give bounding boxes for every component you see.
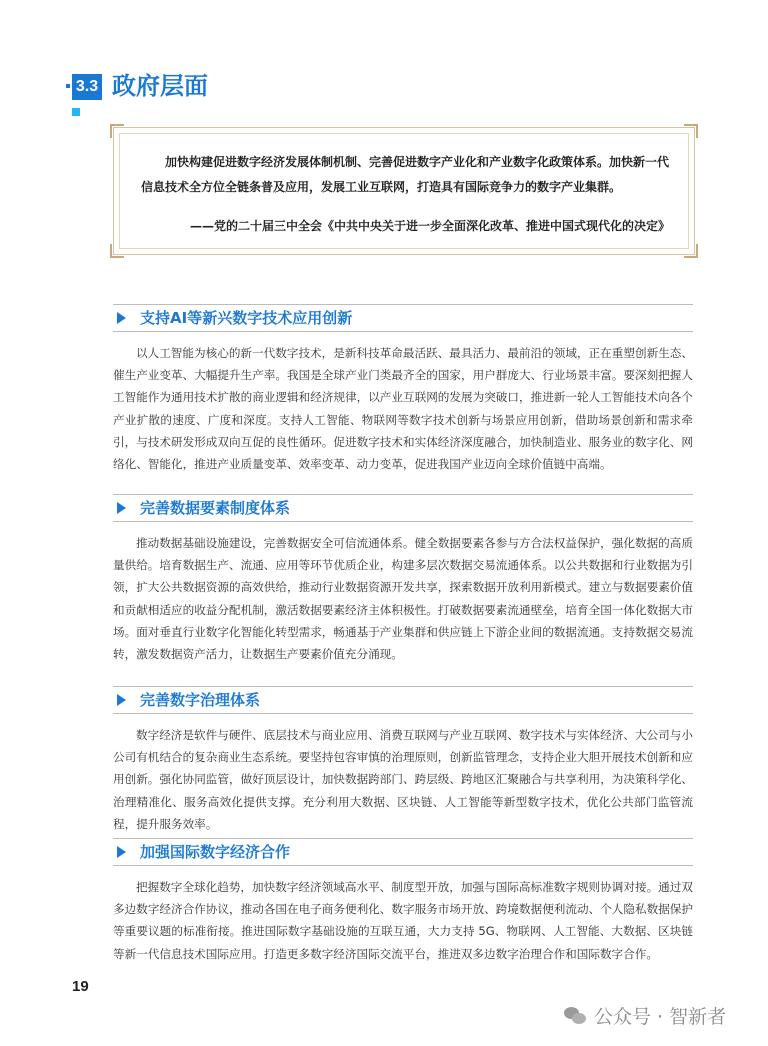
subsection-header [113, 494, 693, 522]
triangle-arrow-icon [117, 312, 126, 324]
corner-ornament [110, 124, 124, 138]
page-number: 19 [72, 978, 89, 995]
decorative-square [72, 108, 80, 116]
watermark [564, 1002, 726, 1029]
subsection-body: 数字经济是软件与硬件、底层技术与商业应用、消费互联网与产业互联网、数字技术与实体经济、大公司与小公司有机结合的复杂商业生态系统。要坚持包容审慎的治理原则，创新监管理念，支持企业大胆开展技术创新和应用创新。强化协同监管，做好顶层设计，加快数据跨部门、跨层级、跨地区汇聚融合与共享利用，为决策科学化、治理精准化、服务高效化提供支撑。充分利用大数据、区块链、人工智能等新型数字技术，优化公共部门监管流程，提升服务效率。 [113, 728, 693, 831]
decorative-square [66, 84, 70, 88]
subsection-header [113, 304, 693, 332]
quote-box [113, 127, 695, 255]
subsection-title: 完善数据要素制度体系 [140, 499, 291, 517]
subsection-body: 以人工智能为核心的新一代数字技术，是新科技革命最活跃、最具活力、最前沿的领域，正在重塑创新生态、催生产业变革、大幅提升生产率。我国是全球产业门类最齐全的国家，用户群庞大、行业场景丰富。要深刻把握人工智能作为通用技术扩散的商业逻辑和经济规律，以产业互联网的发展为突破口，推进新一轮人工智能技术向各个产业扩散的速度、广度和深度。支持人工智能、物联网等数字技术创新与场景应用创新，借助场景创新和需求牵引，与技术研发形成双向互促的良性循环。促进数字技术和实体经济深度融合，加快制造业、服务业的数字化、网络化、智能化，推进产业质量变革、效率变革、动力变革，促进我国产业迈向全球价值链中高端。 [113, 346, 693, 472]
section-title: 政府层面 [112, 72, 208, 100]
subsection [113, 494, 693, 665]
triangle-arrow-icon [117, 502, 126, 514]
subsection-header [113, 838, 693, 866]
subsection [113, 304, 693, 475]
subsection-title: 支持AI等新兴数字技术应用创新 [140, 309, 353, 327]
corner-ornament [684, 244, 698, 258]
quote-text: 加快构建促进数字经济发展体制机制、完善促进数字产业化和产业数字化政策体系。加快新一代信息技术全方位全链条普及应用，发展工业互联网，打造具有国际竞争力的数字产业集群。 [141, 155, 670, 194]
subsection-header [113, 686, 693, 714]
subsection-body: 把握数字全球化趋势，加快数字经济领域高水平、制度型开放，加强与国际高标准数字规则协调对接。通过双多边数字经济合作协议，推动各国在电子商务便利化、数字服务市场开放、跨境数据便利流动、个人隐私数据保护等重要议题的标准衔接。推进国际数字基础设施的互联互通，大力支持 5G、物联网、人工智能、大数据、区块链等新一代信息技术国际应用。打造更多数字经济国际交流平台，推进双多边数字治理合作和国际数字合作。 [113, 880, 693, 961]
triangle-arrow-icon [117, 694, 126, 706]
subsection [113, 838, 693, 965]
corner-ornament [684, 124, 698, 138]
subsection-title: 完善数字治理体系 [140, 691, 261, 709]
subsection-title: 加强国际数字经济合作 [140, 843, 291, 861]
section-number-badge: 3.3 [72, 74, 102, 100]
watermark-text: 公众号 · 智新者 [594, 1006, 727, 1028]
triangle-arrow-icon [117, 846, 126, 858]
quote-source: ——党的二十届三中全会《中共中央关于进一步全面深化改革、推进中国式现代化的决定》 [189, 219, 670, 233]
subsection-body: 推动数据基础设施建设，完善数据安全可信流通体系。健全数据要素各参与方合法权益保护，强化数据的高质量供给。培育数据生产、流通、应用等环节优质企业，构建多层次数据交易流通体系。以公共数据和行业数据为引领，扩大公共数据资源的高效供给，推动行业数据资源开发共享，探索数据开放利用新模式。建立与数据要素价值和贡献相适应的收益分配机制，激活数据要素经济主体积极性。打破数据要素流通壁垒，培育全国一体化数据大市场。面对垂直行业数字化智能化转型需求，畅通基于产业集群和供应链上下游企业间的数据流通。支持数据交易流转，激发数据资产活力，让数据生产要素价值充分涌现。 [113, 536, 693, 662]
corner-ornament [110, 244, 124, 258]
subsection [113, 686, 693, 835]
wechat-icon [564, 1007, 586, 1025]
